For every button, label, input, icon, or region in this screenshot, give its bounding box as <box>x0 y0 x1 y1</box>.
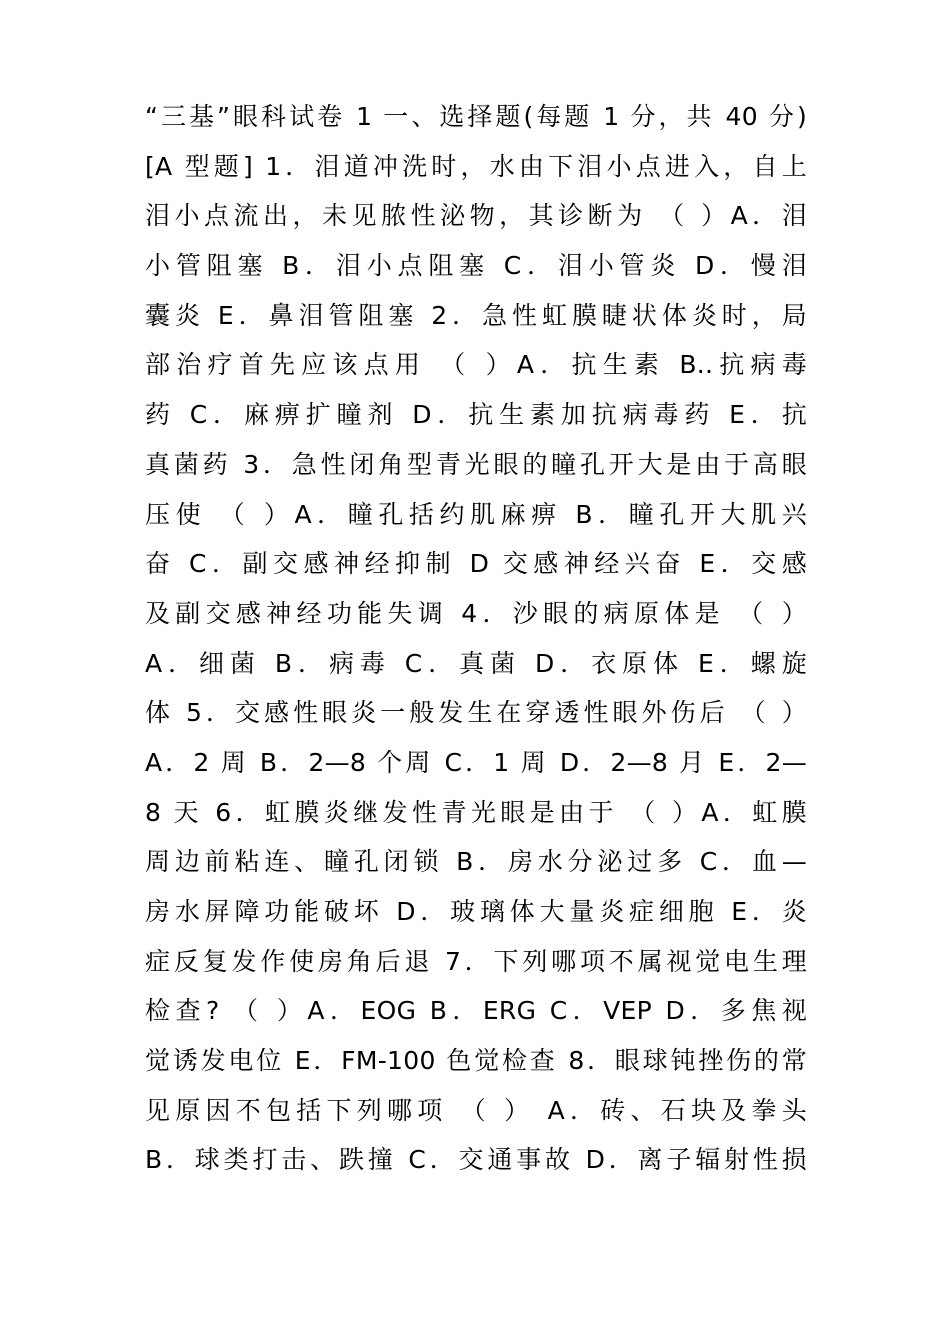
text-line: 觉诱发电位 E．FM-100 色觉检查 8．眼球钝挫伤的常 <box>145 1046 807 1076</box>
text-line: 房水屏障功能破坏 D．玻璃体大量炎症细胞 E．炎 <box>145 897 807 926</box>
text-line: A．细菌 B．病毒 C．真菌 D．衣原体 E．螺旋 <box>145 648 807 678</box>
text-line: 检查? （ ）A．EOG B．ERG C．VEP D．多焦视 <box>145 996 807 1026</box>
text-line: A．2 周 B．2—8 个周 C．1 周 D．2—8 月 E．2— <box>145 747 807 777</box>
text-line: 周边前粘连、瞳孔闭锁 B．房水分泌过多 C．血— <box>145 847 807 877</box>
text-line: 压使 （ ）A．瞳孔括约肌麻痹 B．瞳孔开大肌兴 <box>145 499 807 529</box>
text-line: 部治疗首先应该点用 （ ）A．抗生素 B..抗病毒 <box>145 350 807 380</box>
text-line: “三基”眼科试卷 1 一、选择题(每题 1 分，共 40 分) <box>145 102 807 131</box>
text-line: 症反复发作使房角后退 7．下列哪项不属视觉电生理 <box>145 946 807 976</box>
text-line: 8 天 6．虹膜炎继发性青光眼是由于 （ ）A．虹膜 <box>145 797 807 827</box>
exam-text <box>145 92 807 1185</box>
text-line: 真菌药 3．急性闭角型青光眼的瞳孔开大是由于高眼 <box>145 449 807 479</box>
text-line: 小管阻塞 B．泪小点阻塞 C．泪小管炎 D．慢泪 <box>145 251 807 281</box>
text-line: 见原因不包括下列哪项 （ ） A．砖、石块及拳头 <box>145 1095 807 1125</box>
text-line: 药 C．麻痹扩瞳剂 D．抗生素加抗病毒药 E．抗 <box>145 400 807 430</box>
text-line: 泪小点流出，未见脓性泌物，其诊断为 （ ）A．泪 <box>145 201 807 231</box>
text-line: B．球类打击、跌撞 C．交通事故 D．离子辐射性损 <box>145 1145 807 1175</box>
text-line: 奋 C．副交感神经抑制 D 交感神经兴奋 E．交感 <box>145 549 807 579</box>
text-line: [A 型题] 1．泪道冲洗时，水由下泪小点进入，自上 <box>145 151 807 181</box>
text-line: 及副交感神经功能失调 4．沙眼的病原体是 （ ） <box>145 598 807 628</box>
text-line: 体 5．交感性眼炎一般发生在穿透性眼外伤后 （ ） <box>145 698 807 728</box>
text-line: 囊炎 E．鼻泪管阻塞 2．急性虹膜睫状体炎时，局 <box>145 300 807 330</box>
